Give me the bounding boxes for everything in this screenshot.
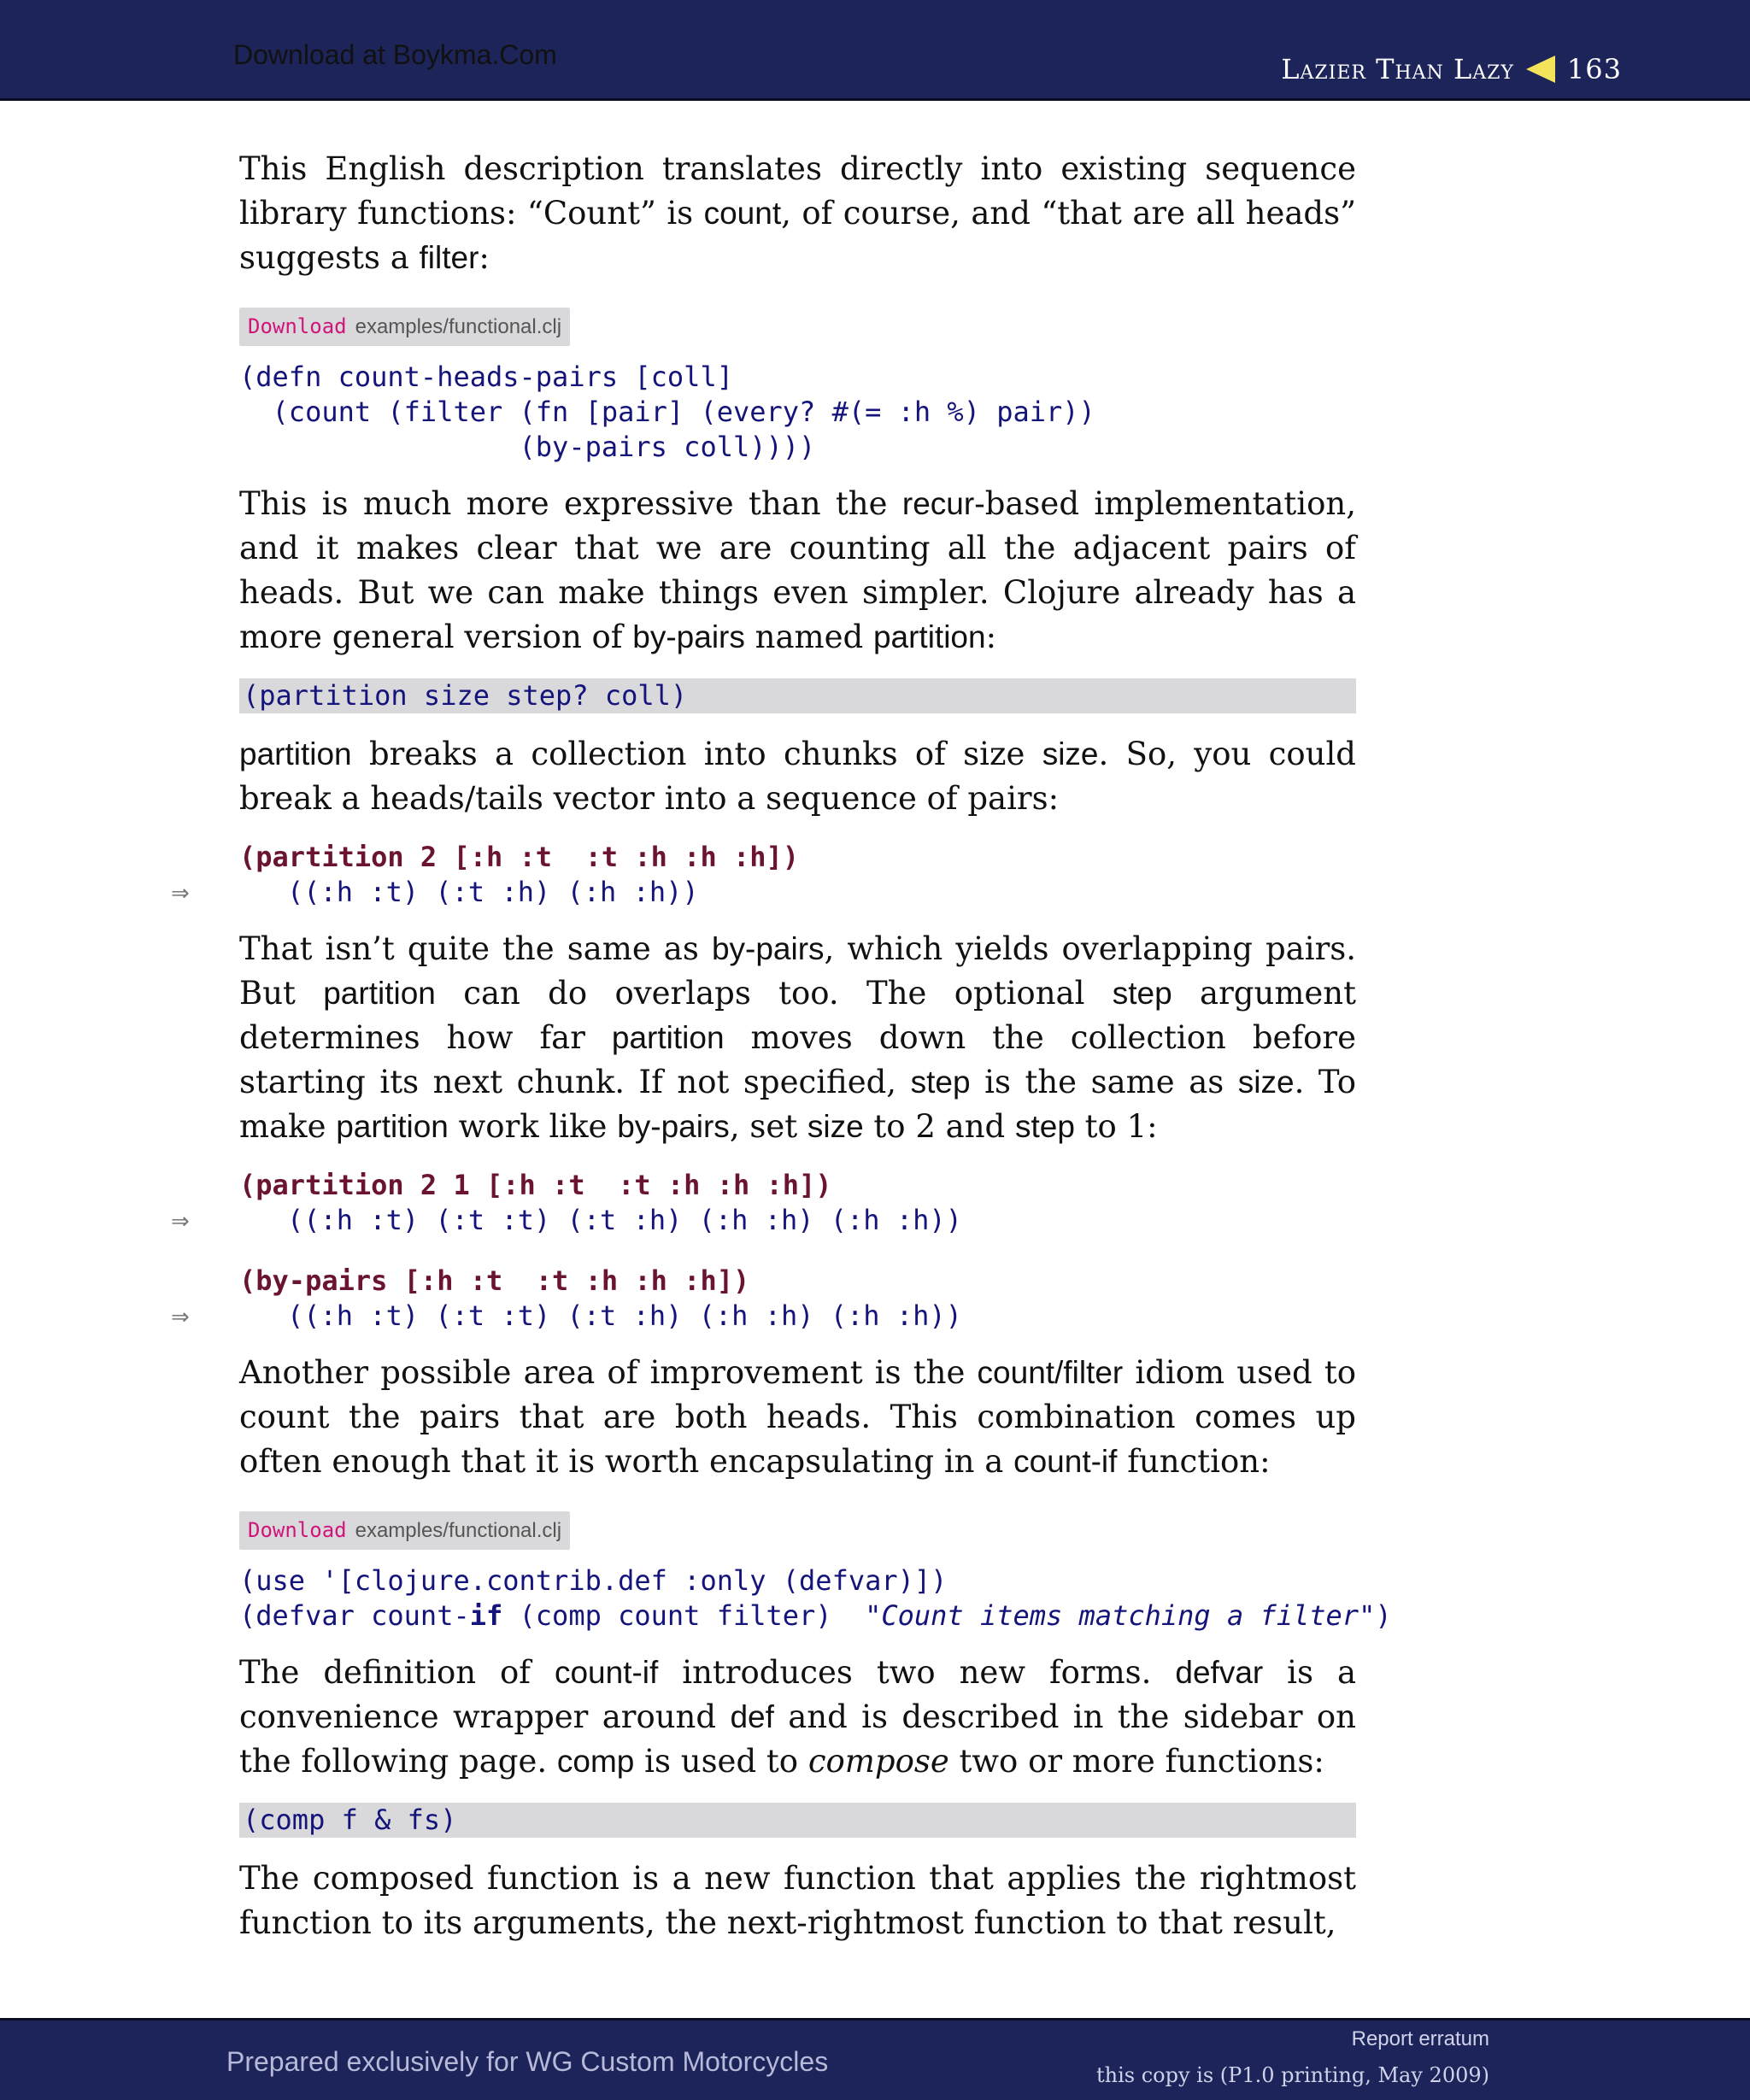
code-block-defvar: (use '[clojure.contrib.def :only (defvar)]) (defvar count-if (comp count filter) "Count items matching a filter") — [239, 1564, 1392, 1632]
page-body — [171, 147, 1392, 1964]
download-path: examples/functional.clj — [355, 315, 562, 338]
paragraph-6: The definition of count-if introduces two new forms. defvar is a convenience wrapper around def and is described in the sidebar on the following page. comp is used to compose two or more functions: — [239, 1654, 1357, 1780]
prev-page-triangle-icon[interactable] — [1526, 56, 1555, 83]
prepared-for-text: Prepared exclusively for WG Custom Motorcycles — [226, 2046, 829, 2077]
code-block-count-heads-pairs: (defn count-heads-pairs [coll] (count (filter (fn [pair] (every? #(= :h %) pair)) (by-pairs coll)))) — [239, 361, 1095, 463]
paragraph-7: The composed function is a new function that applies the rightmost function to its arguments, the next-rightmost function to that result, — [239, 1860, 1356, 1941]
repl-input: (by-pairs [:h :t :t :h :h :h]) — [239, 1264, 750, 1297]
running-head — [1281, 53, 1622, 85]
repl-output: ((:h :t) (:t :h) (:h :h)) — [287, 876, 699, 908]
repl-example-1 — [171, 840, 1356, 910]
paragraph-3: partition breaks a collection into chunks of size size. So, you could break a heads/tails vector into a sequence of pairs: — [239, 736, 1356, 817]
report-erratum-link[interactable]: Report erratum — [1351, 2027, 1489, 2050]
partition-signature: (partition size step? coll) — [239, 678, 1356, 713]
download-label[interactable]: Download — [248, 1518, 347, 1542]
comp-signature: (comp f & fs) — [239, 1803, 1356, 1838]
repl-input: (partition 2 1 [:h :t :t :h :h :h]) — [239, 1169, 832, 1201]
repl-input: (partition 2 [:h :t :t :h :h :h]) — [239, 841, 800, 873]
page-header — [0, 0, 1750, 101]
page-footer — [0, 2018, 1750, 2100]
paragraph-5: Another possible area of improvement is the count/filter idiom used to count the pairs that are both heads. This combination comes up often enough that it is worth encapsulating in a count-if function: — [239, 1354, 1356, 1480]
repl-example-2 — [171, 1168, 1356, 1238]
result-arrow-icon: ⇒ — [171, 1209, 190, 1235]
result-arrow-icon: ⇒ — [171, 1305, 190, 1330]
result-arrow-icon: ⇒ — [171, 881, 190, 906]
repl-output: ((:h :t) (:t :t) (:t :h) (:h :h) (:h :h)) — [287, 1299, 962, 1332]
running-title: Lazier Than Lazy — [1281, 53, 1514, 85]
paragraph-1: This English description translates directly into existing sequence library functions: “Count” is count, of course, and “that are all heads” suggests a filter: — [239, 150, 1356, 276]
paragraph-4: That isn’t quite the same as by-pairs, which yields overlapping pairs. But partition can do overlaps too. The optional step argument determines how far partition moves down the collection before starting its next chunk. If not specified, step is the same as size. To make partition work like by-pairs, set size to 2 and step to 1: — [239, 930, 1357, 1145]
download-at-text: Download at Boykma.Com — [233, 39, 557, 70]
paragraph-2: This is much more expressive than the recur-based implementation, and it makes clear that we are counting all the adjacent pairs of heads. But we can make things even simpler. Clojure already has a more general version of by-pairs named partition: — [239, 485, 1356, 655]
repl-example-3 — [171, 1264, 1356, 1334]
page-number: 163 — [1566, 53, 1622, 85]
repl-output: ((:h :t) (:t :t) (:t :h) (:h :h) (:h :h)) — [287, 1204, 962, 1236]
download-link[interactable] — [239, 308, 570, 346]
printing-info: this copy is (P1.0 printing, May 2009) — [1096, 2063, 1489, 2087]
download-path: examples/functional.clj — [355, 1519, 562, 1542]
download-label[interactable]: Download — [248, 314, 347, 338]
download-link[interactable] — [239, 1511, 570, 1550]
